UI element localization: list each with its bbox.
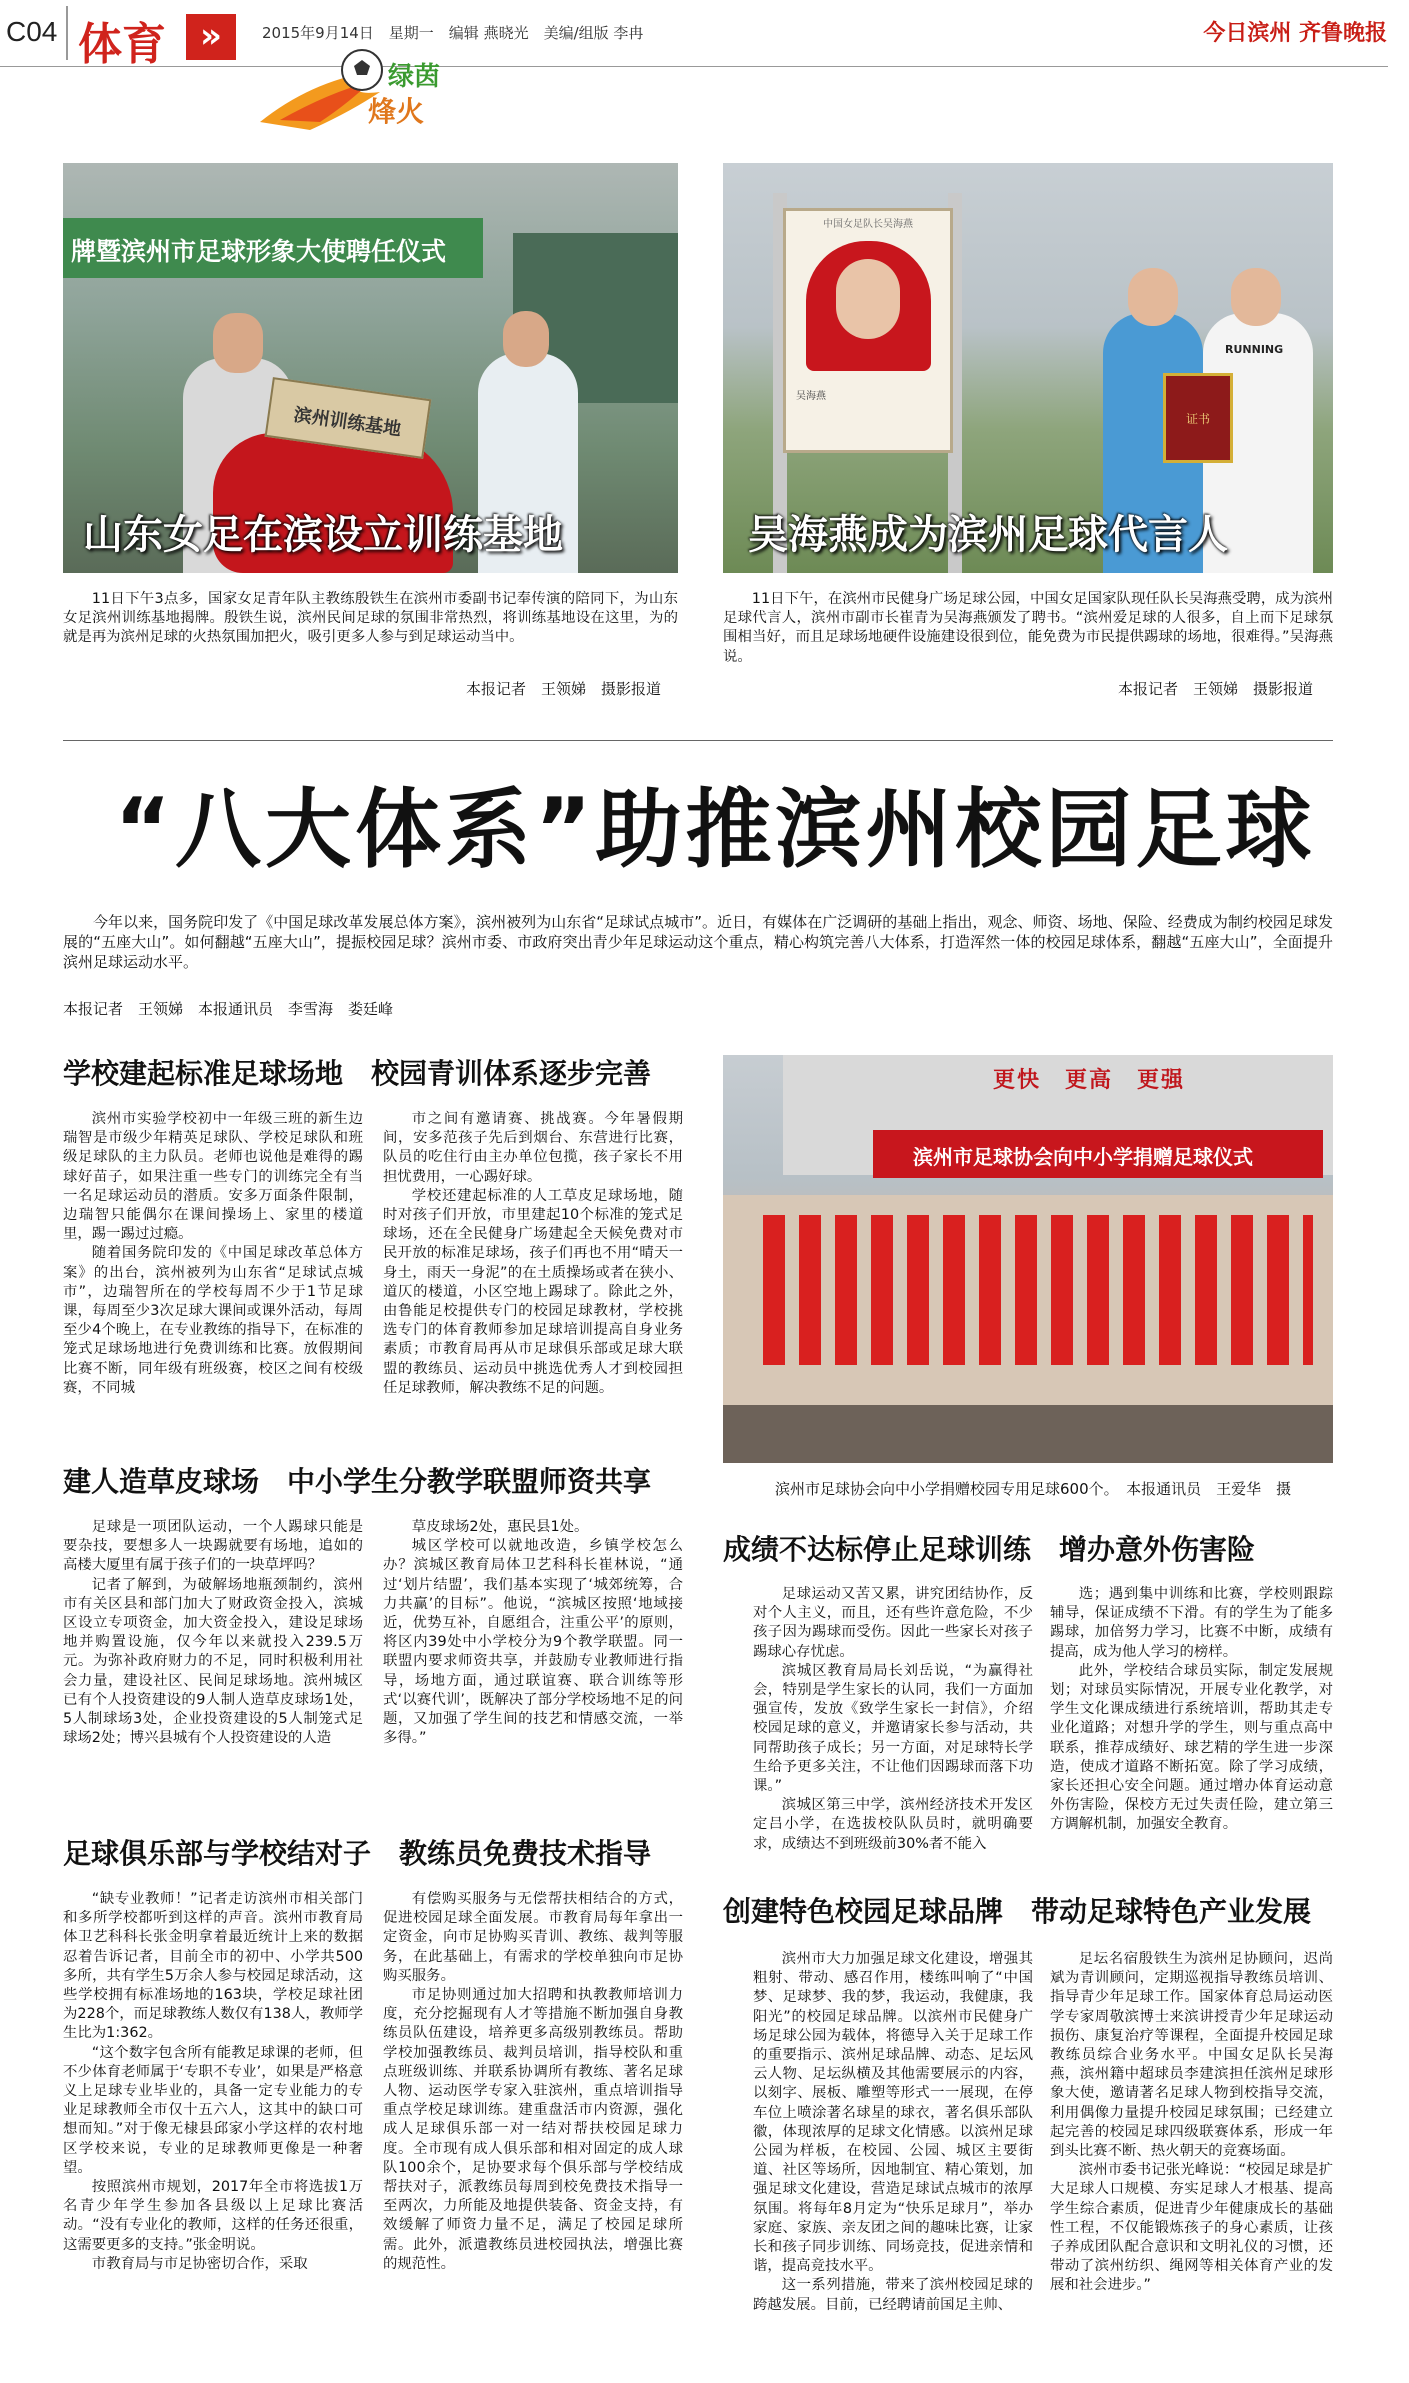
header-divider — [66, 6, 68, 60]
section-title: 体育 — [78, 19, 166, 70]
photo-donation — [723, 1055, 1333, 1463]
edition-meta: 2015年9月14日 星期一 编辑 燕晓光 美编/组版 李冉 — [262, 24, 644, 42]
paragraph: 市教育局与市足协密切合作，采取 — [91, 2255, 308, 2272]
paragraph: 草皮球场2处，惠民县1处。 — [411, 1519, 589, 1535]
banner-text: 牌暨滨州市足球形象大使聘任仪式 — [71, 237, 447, 266]
photo-caption: 山东女足在滨设立训练基地 — [83, 512, 563, 558]
subhead-5: 创建特色校园足球品牌 带动足球特色产业发展 — [723, 1895, 1312, 1928]
s4-col2 — [1050, 1585, 1333, 1835]
s4-col1 — [753, 1585, 1033, 1854]
portrait-face — [836, 259, 900, 339]
photo2-byline: 本报记者 王领娣 摄影报道 — [1118, 680, 1314, 698]
paragraph: 市之间有邀请赛、挑战赛。今年暑假期间，安多范孩子先后到烟台、东营进行比赛，队员的吃住行由主办单位包揽，孩子家长不用担忧费用，一心踢好球。 — [383, 1111, 683, 1185]
man-right-head — [503, 311, 549, 367]
header-rule — [0, 66, 1388, 67]
paragraph: “缺专业教师！”记者走访滨州市相关部门和多所学校都听到这样的声音。滨州市教育局体卫艺科科长张金明拿着最近统计上来的数据忍着告诉记者，目前全市的初中、小学共500多所，共有学生5万余人参与校园足球活动，这些学校拥有标准场地的163块，学校足球社团为228个，而足球教练人数仅有138人，教师学生比为1:362。 — [63, 1891, 363, 2042]
photo1-byline: 本报记者 王领娣 摄影报道 — [466, 680, 662, 698]
event-banner — [63, 218, 483, 278]
paragraph: 有偿购买服务与无偿帮扶相结合的方式，促进校园足球全面发展。市教育局每年拿出一定资金，向市足协购买青训、教练、裁判等服务，在此基础上，有需求的学校单独向市足协购买服务。 — [383, 1891, 683, 1984]
s5-col2 — [1050, 1950, 1333, 2296]
headline-rule — [63, 740, 1333, 741]
wall-slogan: 更快 更高 更强 — [993, 1068, 1186, 1093]
shirt-text: RUNNING — [1225, 343, 1284, 356]
certificate — [1163, 373, 1233, 463]
woman-blue-head — [1128, 268, 1178, 326]
students-row — [763, 1215, 1313, 1365]
s1-col2 — [383, 1110, 683, 1398]
s3-col2 — [383, 1890, 683, 2274]
photo-training-base — [63, 163, 678, 573]
s3-col1 — [63, 1890, 363, 2274]
paragraph: 市足协则通过加大招聘和执教教师培训力度，充分挖掘现有人才等措施不断加强自身教练员队伍建设，培养更多高级别教练员。帮助学校加强教练员、裁判员培训，指导校队和重点班级训练、并联系协调所有教练、著名足球人物、运动医学专家入驻滨州，重点培训指导重点学校足球训练。建重盘活市内资源，强化成人足球俱乐部一对一结对帮扶校园足球力度。全市现有成人俱乐部和相对固定的成人球队100余个，足协要求每个俱乐部与学校结成帮扶对子，派教练员每周到校免费技术指导一至两次，力所能及地提供装备、资金支持，有效缓解了师资力量不足，满足了校园足球所需。此外，派遣教练员进校园执法，增强比赛的规范性。 — [383, 1987, 683, 2272]
logo-text-2: 烽火 — [368, 95, 425, 128]
photo-ambassador — [723, 163, 1333, 573]
banner-text: 滨州市足球协会向中小学捐赠足球仪式 — [913, 1145, 1253, 1169]
paragraph: 选；遇到集中训练和比赛，学校则跟踪辅导，保证成绩不下滑。有的学生为了能多踢球，加倍努力学习，比赛不中断，成绩有提高，成为他人学习的榜样。 — [1050, 1586, 1333, 1660]
photo1-text — [63, 590, 678, 648]
paragraph: 城区学校可以就地改造，乡镇学校怎么办？滨城区教育局体卫艺科科长崔林说，“通过‘划片结盟’，我们基本实现了‘城郊统筹，合力共赢’的目标”。他说，“滨城区按照‘地域接近，优势互补，自愿组合，注重公平’的原则，将区内39处中小学校分为9个教学联盟。同一联盟内要求师资共享，并鼓励专业教师进行指导，场地方面，通过联谊赛、联合训练等形式‘以赛代训’，既解决了部分学校场地不足的问题，又加强了学生间的技艺和情感交流，一举多得。” — [383, 1538, 683, 1747]
photo2-paragraph: 11日下午，在滨州市民健身广场足球公园，中国女足国家队现任队长吴海燕受聘，成为滨州足球代言人，滨州市副市长崔青为吴海燕颁发了聘书。“滨州爱足球的人很多，自上而下足球氛围相当好，而且足球场地硬件设施建设很到位，能免费为市民提供踢球的场地，很难得。”吴海燕说。 — [723, 591, 1333, 665]
subhead-1: 学校建起标准足球场地 校园青训体系逐步完善 — [63, 1057, 652, 1090]
profile-board — [783, 208, 953, 453]
s2-col1 — [63, 1518, 363, 1748]
logo-text-1: 绿茵 — [388, 62, 441, 92]
paragraph: 滨州市大力加强足球文化建设，增强其粗射、带动、感召作用，楼练叫响了“中国梦、足球梦、我的梦，我运动，我健康，我阳光”的校园足球品牌。以滨州市民健身广场足球公园为载体，将德导入关于足球工作的重要指示、滨州足球品牌、动态、足坛风云人物、足坛纵横及其他需要展示的内容，以刻字、展板、雕塑等形式一一展现，在停车位上喷涂著名球星的球衣，著名俱乐部队徽，体现浓厚的足球文化情感。以滨州足球公园为样板，在校园、公园、城区主要街道、社区等场所，因地制宜、精心策划，加强足球文化建设，营造足球试点城市的浓厚氛围。将每年8月定为“快乐足球月”，举办家庭、家族、亲友团之间的趣味比赛，让家长和孩子同步训练、同场竞技，促进亲情和谐，提高竞技水平。 — [753, 1951, 1033, 2275]
photo-caption: 吴海燕成为滨州足球代言人 — [748, 512, 1228, 558]
page-header — [0, 0, 1409, 70]
chevron-right-icon: » — [186, 14, 236, 60]
column-logo — [250, 42, 480, 138]
subhead-2: 建人造草皮球场 中小学生分教学联盟师资共享 — [63, 1465, 652, 1498]
paragraph: 记者了解到，为破解场地瓶颈制约，滨州市有关区县和部门加大了财政资金投入，滨城区设立专项资金，加大资金投入，建设足球场地并购置设施，仅今年以来就投入239.5万元。为弥补政府财力的不足，同时积极利用社会力量，建设社区、民间足球场地。滨州城区已有个人投资建设的9人制人造草皮球场1处，5人制球场3处，企业投资建设的5人制笼式足球场2处；博兴县城有个人投资建设的人造 — [63, 1576, 363, 1747]
s2-col2 — [383, 1518, 683, 1748]
subhead-3: 足球俱乐部与学校结对子 教练员免费技术指导 — [63, 1837, 652, 1870]
photo3-caption: 滨州市足球协会向中小学捐赠校园专用足球600个。 本报通讯员 王爱华 摄 — [775, 1480, 1292, 1498]
paragraph: 滨州市实验学校初中一年级三班的新生边瑞智是市级少年精英足球队、学校足球队和班级足球队的主力队员。老师也说他是难得的踢球好苗子，如果注重一些专门的训练完全有当一名足球运动员的潜质。安多万面条件限制，边瑞智只能偶尔在课间操场上、家里的楼道里，踢一踢过过瘾。 — [63, 1111, 363, 1243]
article-byline: 本报记者 王领娣 本报通讯员 李雪海 娄廷峰 — [63, 1000, 394, 1018]
fireball-icon — [250, 42, 480, 138]
paragraph: 滨州市委书记张光峰说：“校园足球是扩大足球人口规模、夯实足球人才根基、提高学生综合素质，促进青少年健康成长的基础性工程，不仅能锻炼孩子的身心素质，让孩子养成团队配合意识和文明礼仪的习惯，还带动了滨州纺织、绳网等相关体育产业的发展和社会进步。” — [1050, 2162, 1333, 2294]
board-title: 中国女足队长吴海燕 — [823, 219, 913, 230]
ground — [723, 1405, 1333, 1463]
article-headline: “八大体系”助推滨州校园足球 — [114, 780, 1316, 880]
paragraph: 滨城区教育局局长刘岳说，“为赢得社会，特别是学生家长的认同，我们一方面加强宣传，发放《致学生家长一封信》，介绍校园足球的意义，并邀请家长参与活动，共同帮助孩子成长；另一方面，对足球特长学生给予更多关注，不让他们因踢球而落下功课。” — [753, 1662, 1033, 1795]
portrait — [806, 241, 931, 371]
paragraph: 足球运动又苦又累，讲究团结协作，反对个人主义，而且，还有些许意危险，不少孩子因为踢球而受伤。因此一些家长对孩子踢球心存忧虑。 — [753, 1586, 1033, 1660]
plaque-text: 滨州训练基地 — [292, 404, 403, 441]
certificate-text: 证书 — [1185, 412, 1210, 426]
paragraph: 足球是一项团队运动，一个人踢球只能是要杂技，要想多人一块踢就要有场地，追如的高楼大厦里有属于孩子们的一块草坪吗？ — [63, 1519, 363, 1574]
lead-paragraph: 今年以来，国务院印发了《中国足球改革发展总体方案》，滨州被列为山东省“足球试点城市”。近日，有媒体在广泛调研的基础上指出，观念、师资、场地、保险、经费成为制约校园足球发展的“五座大山”。如何翻越“五座大山”，提振校园足球？滨州市委、市政府突出青少年足球运动这个重点，精心构筑完善八大体系，打造浑然一体的校园足球体系，翻越“五座大山”，全面提升滨州足球运动水平。 — [63, 913, 1333, 971]
article-lead — [63, 912, 1333, 972]
paragraph: 滨城区第三中学，滨州经济技术开发区定吕小学，在选拔校队队员时，就明确要求，成绩达不到班级前30%者不能入 — [753, 1797, 1033, 1852]
s1-col1 — [63, 1110, 363, 1398]
photo2-text — [723, 590, 1333, 667]
page-number: C04 — [6, 16, 58, 47]
paragraph: 这一系列措施，带来了滨州校园足球的跨越发展。目前，已经聘请前国足主帅、 — [753, 2277, 1033, 2313]
board-name: 吴海燕 — [796, 391, 826, 402]
paragraph: 足坛名宿殷铁生为滨州足协顾问，迟尚斌为青训顾问，定期巡视指导教练员培训、指导青少年足球工作。国家体育总局运动医学专家周敬滨博士来滨讲授青少年足球运动损伤、康复治疗等课程，全面提升校园足球教练员综合业务水平。中国女足队长吴海燕，滨州籍中超球员李建滨担任滨州足球形象大使，邀请著名足球人物到校指导交流，利用偶像力量提升校园足球氛围；已经建立起完善的校园足球四级联赛体系，形成一年到头比赛不断、热火朝天的竞赛场面。 — [1050, 1951, 1333, 2160]
newspaper-name: 今日滨州 齐鲁晚报 — [1203, 21, 1387, 46]
player-head — [1231, 268, 1281, 326]
paragraph: “这个数字包含所有能教足球课的老师，但不少体育老师属于‘专职不专业’，如果是严格意义上足球专业毕业的，具备一定专业能力的专业足球教师全市仅十五六人，这其中的缺口可想而知。”对于像无棣县邱家小学这样的农村地区学校来说，专业的足球教师更像是一种奢望。 — [63, 2044, 363, 2176]
man-left-head — [213, 313, 263, 373]
paragraph: 学校还建起标准的人工草皮足球场地，随时对孩子们开放，市里建起10个标准的笼式足球场，还在全民健身广场建起全天候免费对市民开放的标准足球场，孩子们再也不用“晴天一身土，雨天一身泥”的在土质操场或者在狭小、道仄的楼道，小区空地上踢球了。除此之外，由鲁能足校提供专门的校园足球教材，学校挑选专门的体育教师参加足球培训提高自身业务素质；市教育局再从市足球俱乐部或足球大联盟的教练员、运动员中挑选优秀人才到校园担任足球教师，解决教练不足的问题。 — [383, 1187, 683, 1396]
photo1-paragraph: 11日下午3点多，国家女足青年队主教练殷铁生在滨州市委副书记奉传演的陪同下，为山东女足滨州训练基地揭牌。殷铁生说，滨州民间足球的氛围非常热烈，将训练基地设在这里，为的就是再为滨州足球的火热氛围加把火，吸引更多人参与到足球运动当中。 — [63, 591, 678, 646]
event-banner — [873, 1130, 1323, 1178]
s5-col1 — [753, 1950, 1033, 2315]
paragraph: 按照滨州市规划，2017年全市将选拔1万名青少年学生参加各县级以上足球比赛活动。“没有专业化的教师，这样的任务还很重，这需要更多的支持。”张金明说。 — [63, 2179, 363, 2253]
paragraph: 随着国务院印发的《中国足球改革总体方案》的出台，滨州被列为山东省“足球试点城市”，边瑞智所在的学校每周不少于1节足球课，每周至少3次足球大课间或课外活动，每周至少4个晚上，在专业教练的指导下，在标准的笼式足球场地进行免费训练和比赛。放假期间比赛不断，同年级有班级赛，校区之间有校级赛，不同城 — [63, 1245, 363, 1396]
subhead-4: 成绩不达标停止足球训练 增办意外伤害险 — [723, 1533, 1256, 1566]
paragraph: 此外，学校结合球员实际，制定发展规划；对球员实际情况，开展专业化教学，对学生文化课成绩进行系统培训，帮助其走专业化道路；对想升学的学生，则与重点高中联系，推荐成绩好、球艺精的学生进一步深造，使成才道路不断拓宽。除了学习成绩，家长还担心安全问题。通过增办体育运动意外伤害险，保校方无过失责任险，建立第三方调解机制，加强安全教育。 — [1050, 1662, 1333, 1833]
